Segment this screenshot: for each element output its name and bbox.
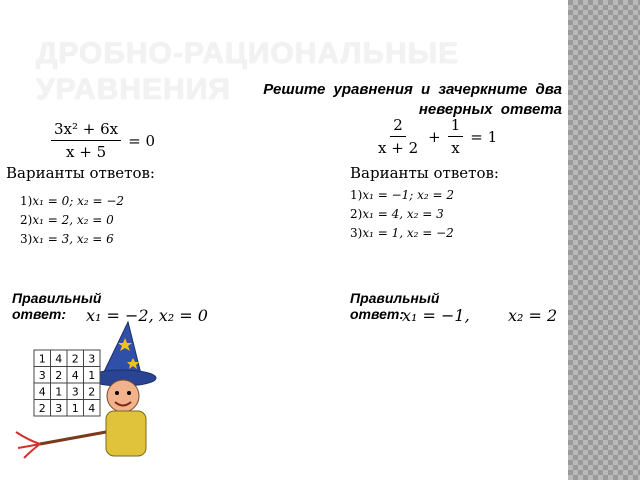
left-options-list bbox=[20, 192, 124, 249]
left-equation-fraction bbox=[51, 120, 121, 161]
number-grid-cells bbox=[34, 350, 100, 416]
left-equation-numerator: 3x² + 6x bbox=[51, 120, 121, 141]
grid-number: 4 bbox=[55, 352, 63, 366]
slide-title: ДРОБНО-РАЦИОНАЛЬНЫЕ УРАВНЕНИЯ bbox=[36, 37, 460, 106]
option-prefix: 3) bbox=[20, 232, 33, 246]
right-term2-numerator: 1 bbox=[448, 116, 464, 137]
wizard-eye bbox=[115, 391, 119, 395]
grid-number: 1 bbox=[38, 352, 46, 366]
right-answer-label: Правильный ответ: bbox=[350, 290, 440, 322]
wizard-face bbox=[107, 380, 139, 412]
option-prefix: 2) bbox=[350, 207, 363, 221]
grid-number: 3 bbox=[38, 368, 46, 382]
grid-number: 1 bbox=[88, 368, 96, 382]
grid-number: 2 bbox=[38, 401, 46, 415]
grid-number: 1 bbox=[71, 401, 79, 415]
wizard-robe bbox=[106, 411, 146, 456]
instruction-text: Решите уравнения и зачеркните два неверных ответа bbox=[263, 81, 562, 118]
right-term1 bbox=[375, 116, 421, 157]
left-option-1[interactable] bbox=[20, 192, 124, 211]
grid-number: 4 bbox=[71, 368, 79, 382]
right-term1-numerator: 2 bbox=[390, 116, 406, 137]
option-text: x₁ = −1; x₂ = 2 bbox=[362, 188, 455, 202]
grid-number: 3 bbox=[71, 385, 79, 399]
right-answer-value-2: x₂ = 2 bbox=[508, 306, 558, 325]
left-option-2[interactable] bbox=[20, 211, 124, 230]
sparkle-icon bbox=[16, 432, 40, 458]
grid-number: 1 bbox=[55, 385, 63, 399]
left-equation-denominator: x + 5 bbox=[66, 143, 107, 161]
grid-number: 4 bbox=[38, 385, 46, 399]
right-options-label: Варианты ответов: bbox=[350, 164, 499, 182]
option-prefix: 1) bbox=[20, 194, 33, 208]
wizard-clipart bbox=[10, 316, 170, 466]
option-text: x₁ = 2, x₂ = 0 bbox=[32, 213, 114, 227]
right-options-list bbox=[350, 186, 454, 243]
right-term2-denominator: x bbox=[451, 139, 460, 157]
right-option-2[interactable] bbox=[350, 205, 454, 224]
option-text: x₁ = 3, x₂ = 6 bbox=[32, 232, 114, 246]
left-options-label: Варианты ответов: bbox=[6, 164, 155, 182]
right-term2 bbox=[448, 116, 464, 157]
right-answer-value-1: x₁ = −1, bbox=[402, 306, 470, 325]
right-option-1[interactable] bbox=[350, 186, 454, 205]
option-text: x₁ = 4, x₂ = 3 bbox=[362, 207, 444, 221]
grid-number: 2 bbox=[71, 352, 79, 366]
right-equation-plus: + bbox=[428, 127, 441, 146]
grid-number: 3 bbox=[88, 352, 96, 366]
option-prefix: 3) bbox=[350, 226, 363, 240]
wand bbox=[40, 432, 106, 444]
right-term1-denominator: x + 2 bbox=[378, 139, 419, 157]
option-prefix: 1) bbox=[350, 188, 363, 202]
right-equation-rhs: = 1 bbox=[470, 127, 498, 146]
right-equation bbox=[372, 116, 501, 157]
grid-number: 2 bbox=[88, 385, 96, 399]
grid-number: 2 bbox=[55, 368, 63, 382]
grid-number: 3 bbox=[55, 401, 63, 415]
left-answer-label: Правильный ответ: bbox=[12, 290, 102, 322]
grid-number: 4 bbox=[88, 401, 96, 415]
option-text: x₁ = 0; x₂ = −2 bbox=[32, 194, 125, 208]
right-option-3[interactable] bbox=[350, 224, 454, 243]
left-answer-value: x₁ = −2, x₂ = 0 bbox=[86, 306, 208, 325]
left-equation bbox=[48, 120, 159, 161]
option-prefix: 2) bbox=[20, 213, 33, 227]
left-option-3[interactable] bbox=[20, 230, 124, 249]
wizard-eye bbox=[127, 391, 131, 395]
option-text: x₁ = 1, x₂ = −2 bbox=[362, 226, 454, 240]
left-equation-rhs: = 0 bbox=[128, 131, 156, 150]
decorative-side-stripe bbox=[568, 0, 640, 480]
